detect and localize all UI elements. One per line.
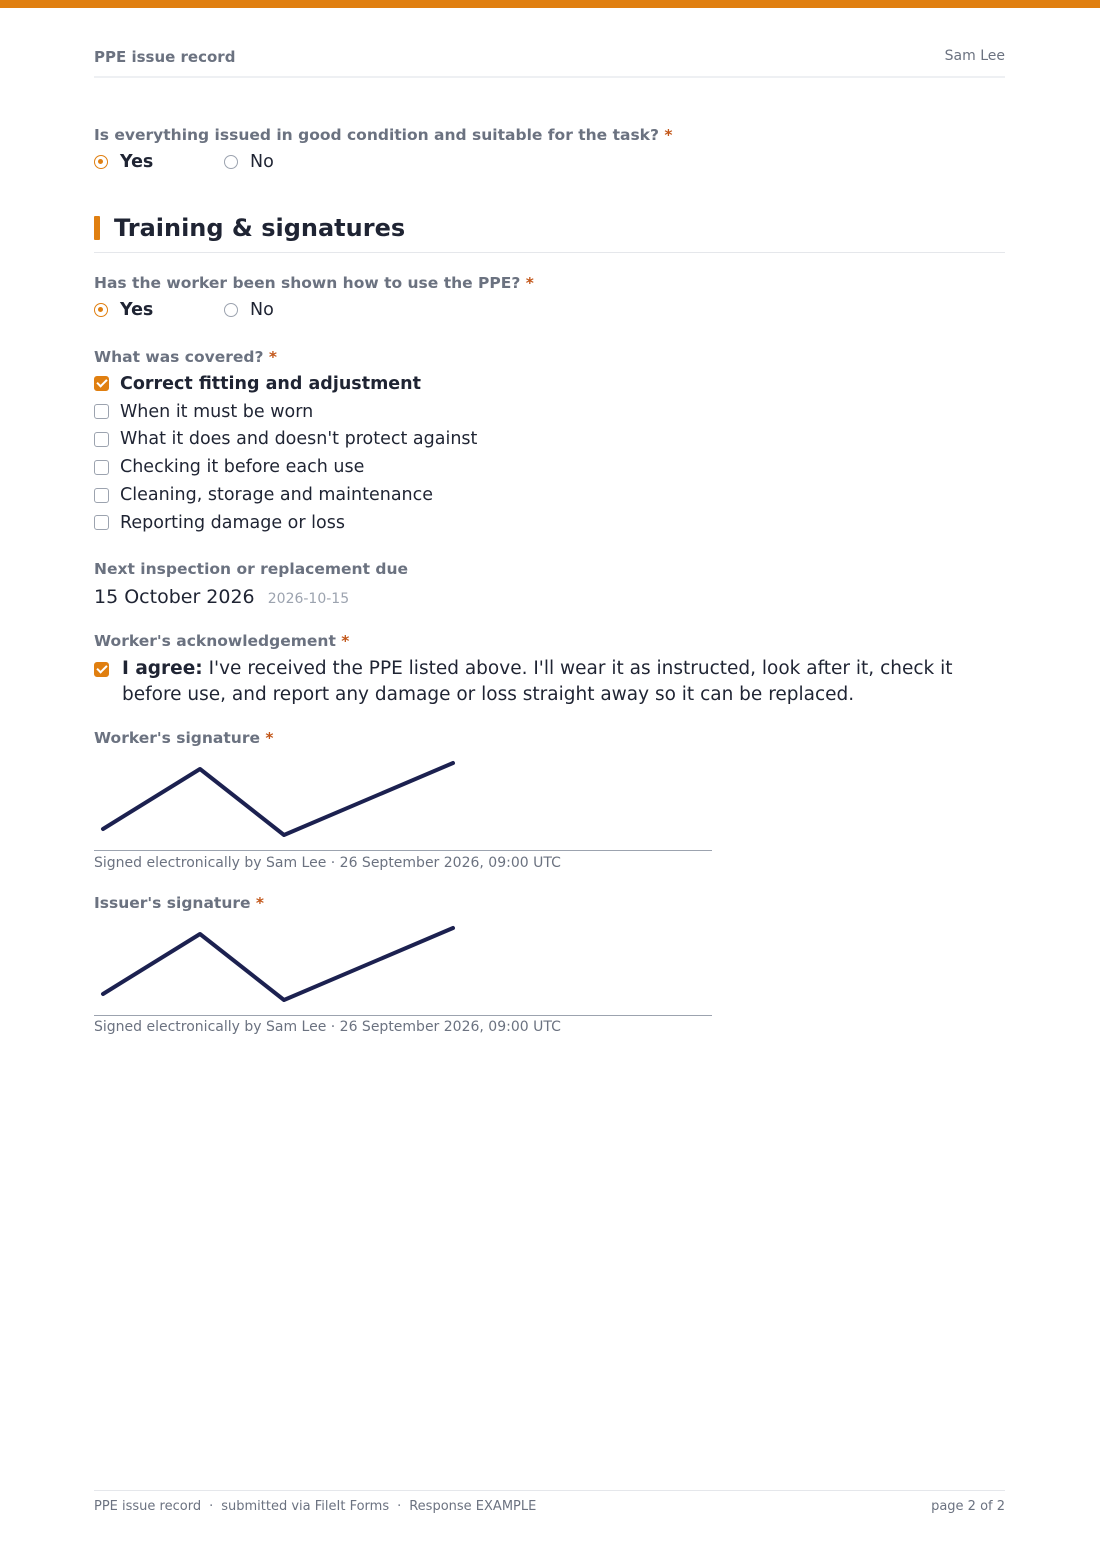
question-condition-text: Is everything issued in good condition and suitable for the task? xyxy=(94,126,659,144)
condition-option-yes[interactable] xyxy=(94,150,153,174)
checkbox-unchecked-icon[interactable] xyxy=(94,460,109,475)
covered-item-label: When it must be worn xyxy=(120,401,314,422)
covered-item-label: What it does and doesn't protect against xyxy=(120,429,478,450)
question-ack-label xyxy=(94,632,349,650)
condition-option-yes-label: Yes xyxy=(120,152,154,172)
checkbox-unchecked-icon[interactable] xyxy=(94,515,109,530)
radio-selected-icon[interactable] xyxy=(94,303,108,317)
checkbox-checked-icon[interactable] xyxy=(94,376,109,391)
covered-item-when-worn[interactable] xyxy=(94,398,794,426)
issuer-signature-text: Issuer's signature xyxy=(94,894,251,912)
footer-separator: · xyxy=(397,1499,402,1514)
covered-item-protection[interactable] xyxy=(94,426,794,454)
footer-submitted: submitted via FileIt Forms xyxy=(221,1499,390,1514)
checkbox-checked-icon[interactable] xyxy=(94,662,109,677)
question-condition-label xyxy=(94,126,673,144)
radio-unselected-icon[interactable] xyxy=(224,303,238,317)
radio-selected-icon[interactable] xyxy=(94,155,108,169)
issuer-signature-pad[interactable] xyxy=(94,903,712,1016)
footer-form-name: PPE issue record xyxy=(94,1499,202,1514)
covered-item-label: Checking it before each use xyxy=(120,457,365,478)
footer-page-number: page 2 of 2 xyxy=(931,1499,1005,1514)
condition-option-no-label: No xyxy=(250,152,274,172)
section-accent-bar xyxy=(94,216,100,240)
checkbox-unchecked-icon[interactable] xyxy=(94,404,109,419)
section-training-signatures xyxy=(94,214,1005,253)
covered-item-checking[interactable] xyxy=(94,453,794,481)
footer-response: Response EXAMPLE xyxy=(409,1499,537,1514)
next-due-iso-date: 2026-10-15 xyxy=(267,591,350,607)
ack-agree-body: I've received the PPE listed above. I'll wear it as instructed, look after it, check it before use, and report any damage or loss straight away so it can be replaced. xyxy=(122,658,953,705)
question-shown-text: Has the worker been shown how to use the PPE? xyxy=(94,274,521,292)
footer-info xyxy=(94,1499,536,1514)
required-marker: * xyxy=(255,894,265,912)
issuer-signature-stroke xyxy=(94,903,712,1015)
next-due-value xyxy=(94,586,349,608)
footer-separator: · xyxy=(209,1499,214,1514)
required-marker: * xyxy=(664,126,673,144)
covered-item-cleaning[interactable] xyxy=(94,481,794,509)
document-title: PPE issue record xyxy=(94,48,236,66)
required-marker: * xyxy=(265,729,274,747)
question-shown-label xyxy=(94,274,534,292)
question-ack-text: Worker's acknowledgement xyxy=(94,632,336,650)
shown-option-yes-label: Yes xyxy=(120,300,154,320)
worker-signature-caption: Signed electronically by Sam Lee · 26 September 2026, 09:00 UTC xyxy=(94,855,561,871)
ack-agreement-text xyxy=(122,656,994,708)
covered-item-fitting[interactable] xyxy=(94,370,794,398)
top-accent-bar xyxy=(0,0,1100,8)
question-covered-text: What was covered? xyxy=(94,348,264,366)
question-next-due-label xyxy=(94,560,408,578)
worker-signature-text: Worker's signature xyxy=(94,729,260,747)
covered-item-label: Cleaning, storage and maintenance xyxy=(120,485,434,506)
header-user-name: Sam Lee xyxy=(944,48,1005,64)
ack-agree-lead: I agree: xyxy=(122,658,203,679)
checkbox-unchecked-icon[interactable] xyxy=(94,488,109,503)
question-covered-label xyxy=(94,348,277,366)
checkbox-unchecked-icon[interactable] xyxy=(94,432,109,447)
covered-item-label: Reporting damage or loss xyxy=(120,512,345,533)
covered-checklist xyxy=(94,370,794,537)
ack-agreement[interactable] xyxy=(94,656,994,708)
shown-option-no[interactable] xyxy=(224,298,274,322)
page-header xyxy=(94,48,1005,78)
question-next-due-text: Next inspection or replacement due xyxy=(94,560,409,578)
covered-item-label: Correct fitting and adjustment xyxy=(120,373,421,394)
covered-item-reporting[interactable] xyxy=(94,509,794,537)
condition-option-no[interactable] xyxy=(224,150,274,174)
section-title: Training & signatures xyxy=(114,214,406,242)
page-footer xyxy=(94,1490,1005,1531)
next-due-date: 15 October 2026 xyxy=(94,586,255,608)
issuer-signature-caption: Signed electronically by Sam Lee · 26 September 2026, 09:00 UTC xyxy=(94,1019,561,1035)
required-marker: * xyxy=(341,632,350,650)
shown-option-yes[interactable] xyxy=(94,298,153,322)
worker-signature-pad[interactable] xyxy=(94,738,712,851)
required-marker: * xyxy=(268,348,278,366)
worker-signature-stroke xyxy=(94,738,712,850)
radio-unselected-icon[interactable] xyxy=(224,155,238,169)
shown-option-no-label: No xyxy=(250,300,274,320)
required-marker: * xyxy=(525,274,534,292)
